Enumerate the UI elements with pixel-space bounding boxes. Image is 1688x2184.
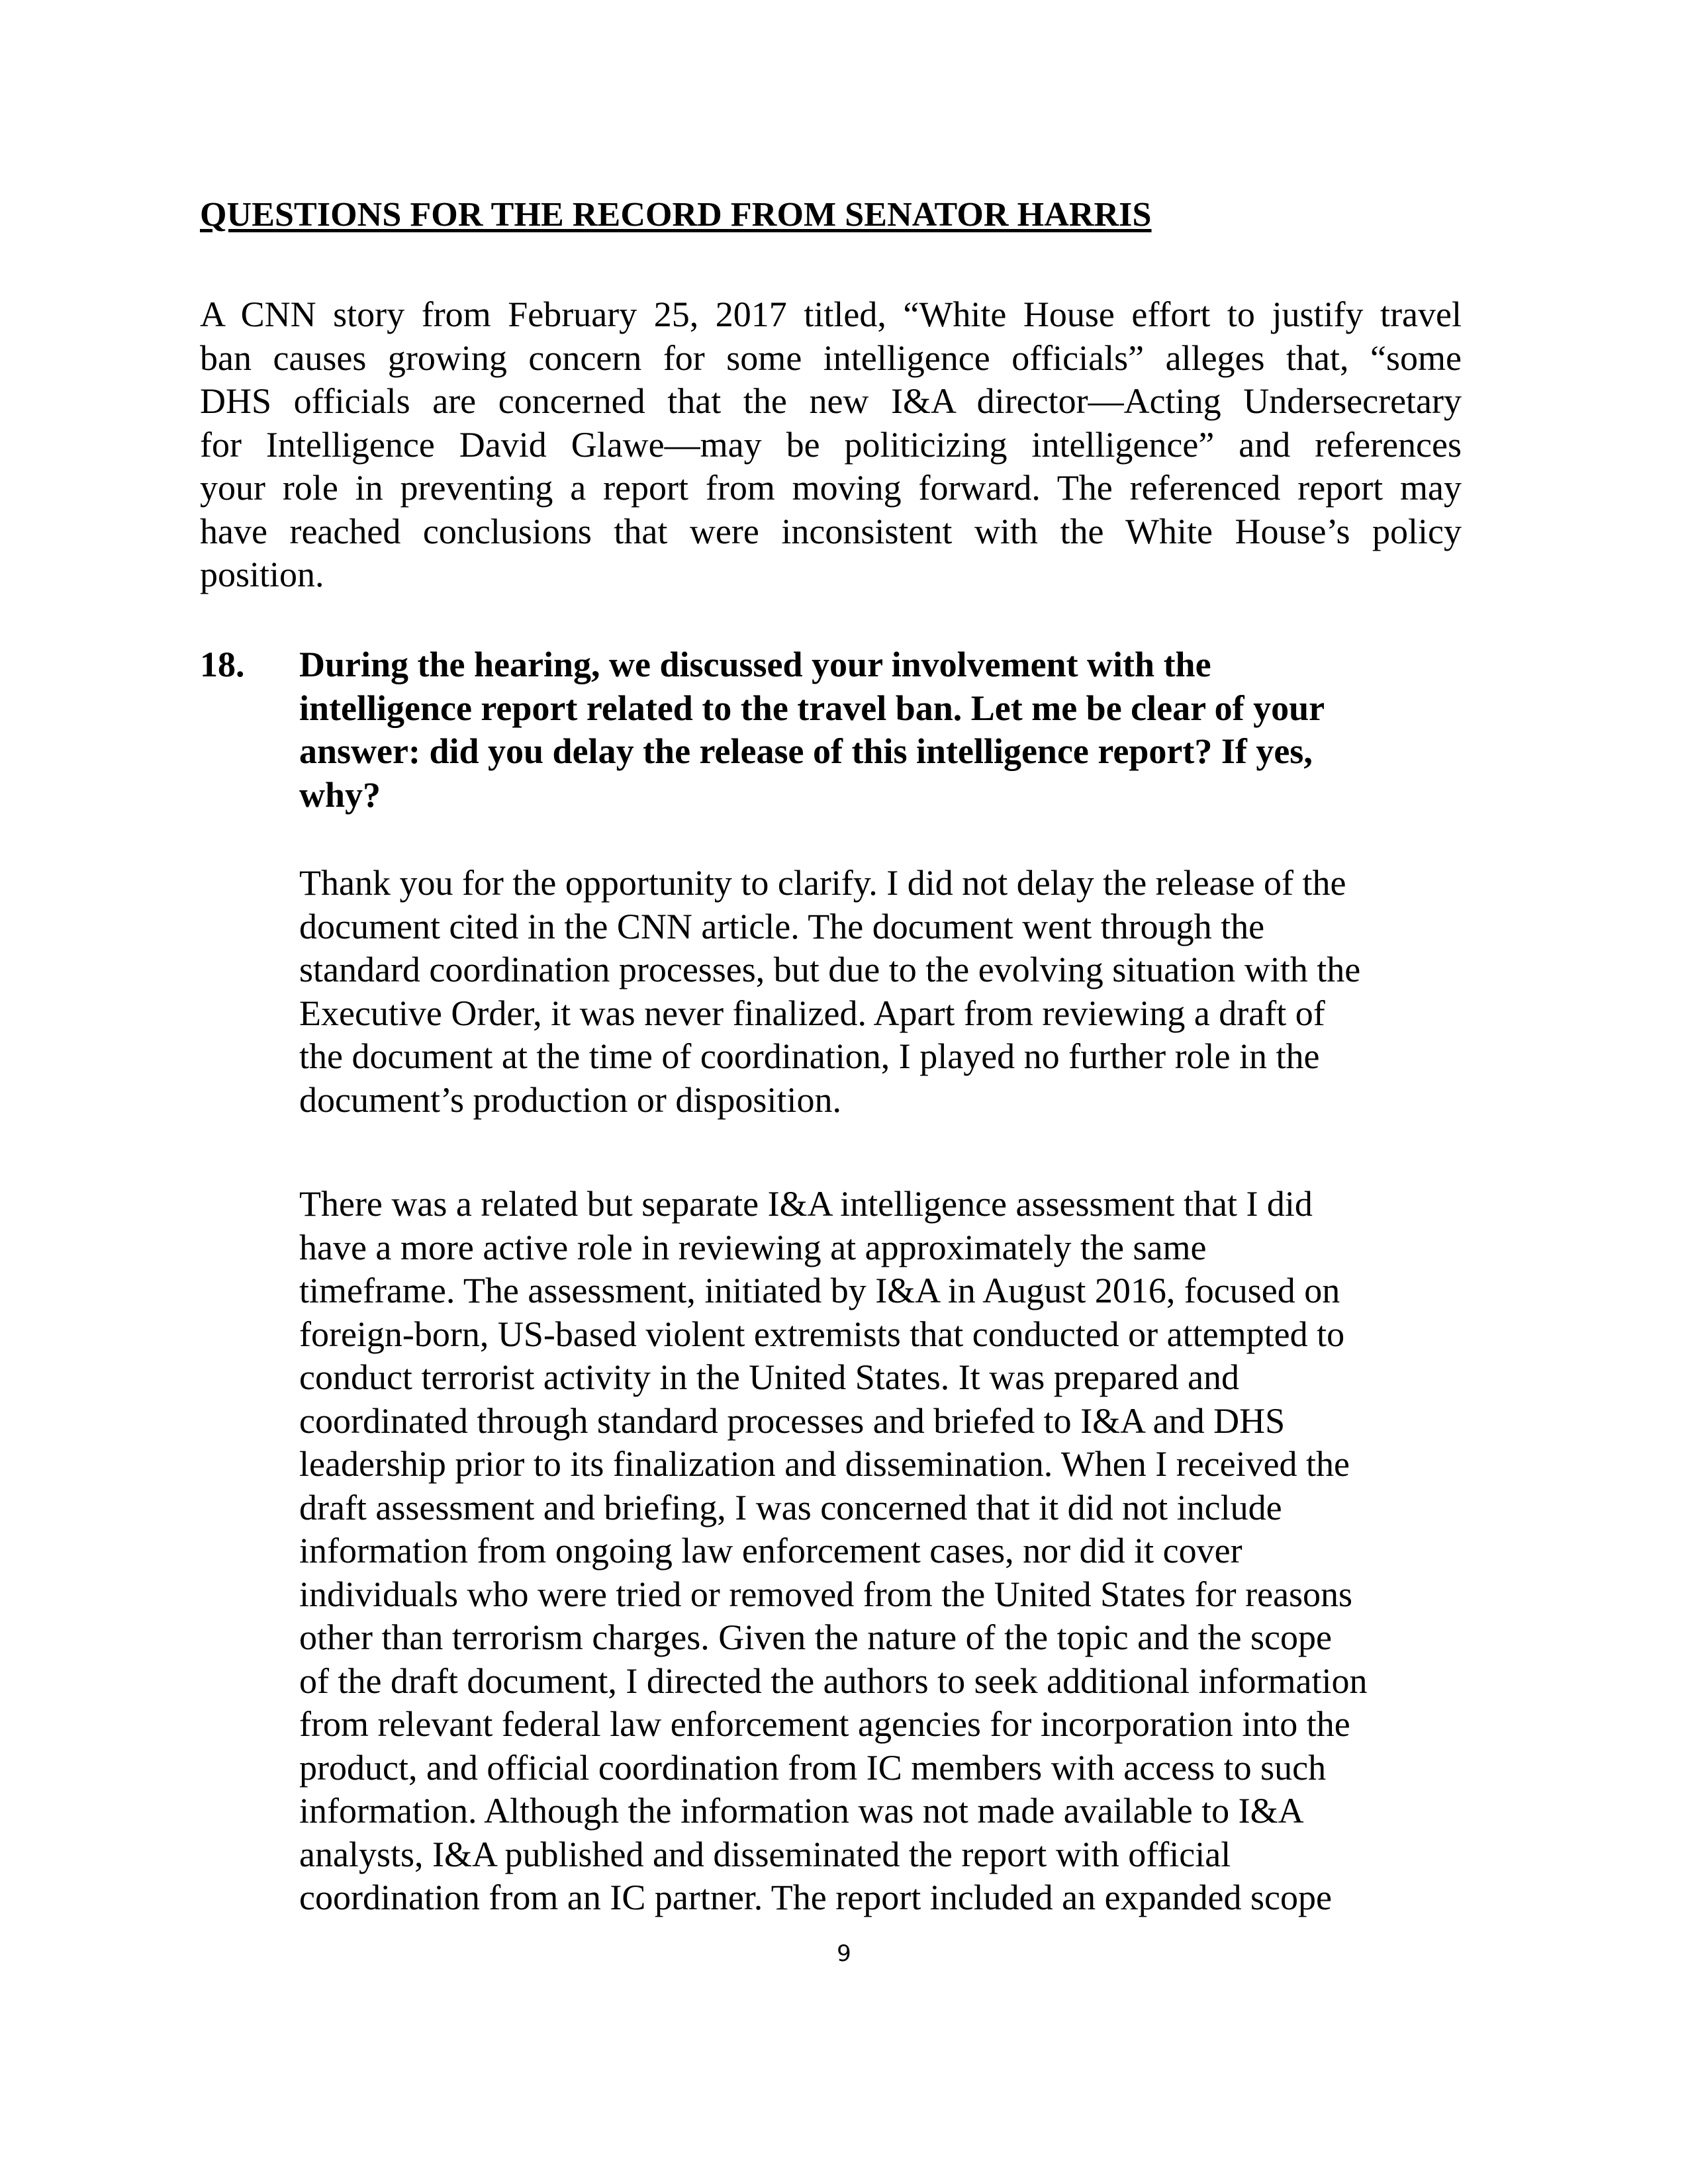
- intro-line: ban causes growing concern for some intelligence officials” alleges that, “some: [200, 338, 1462, 378]
- intro-line: have reached conclusions that were inconsistent with the White House’s policy: [200, 511, 1462, 551]
- intro-line: for Intelligence David Glawe—may be politicizing intelligence” and references: [200, 424, 1462, 465]
- question-line: During the hearing, we discussed your involvement with the: [299, 645, 1211, 684]
- answer-line: have a more active role in reviewing at approximately the same: [299, 1227, 1207, 1267]
- answer-line: information. Although the information was not made available to I&A: [299, 1791, 1304, 1831]
- answer-line: coordinated through standard processes and briefed to I&A and DHS: [299, 1400, 1286, 1441]
- answer-line: standard coordination processes, but due to the evolving situation with the: [299, 950, 1361, 989]
- answer-line: Thank you for the opportunity to clarify. I did not delay the release of the: [299, 863, 1346, 903]
- section-heading: QUESTIONS FOR THE RECORD FROM SENATOR HARRIS: [200, 196, 1152, 234]
- intro-line: DHS officials are concerned that the new I&A director—Acting Undersecretary: [200, 381, 1462, 421]
- intro-paragraph: [200, 293, 1462, 597]
- answer-line: other than terrorism charges. Given the nature of the topic and the scope: [299, 1617, 1332, 1657]
- question-number: 18.: [200, 645, 245, 684]
- answer-line: analysts, I&A published and disseminated the report with official: [299, 1834, 1231, 1874]
- intro-line: A CNN story from February 25, 2017 titled, “White House effort to justify travel: [200, 295, 1462, 334]
- answer-line: timeframe. The assessment, initiated by I&A in August 2016, focused on: [299, 1271, 1340, 1310]
- intro-line: your role in preventing a report from moving forward. The referenced report may: [200, 468, 1462, 508]
- question-text: [299, 643, 1471, 817]
- answer-line: the document at the time of coordination, I played no further role in the: [299, 1036, 1320, 1076]
- answer-paragraph-1: [299, 862, 1477, 1122]
- answer-line: draft assessment and briefing, I was concerned that it did not include: [299, 1487, 1282, 1527]
- answer-line: Executive Order, it was never finalized. Apart from reviewing a draft of: [299, 993, 1325, 1033]
- answer-line: leadership prior to its finalization and dissemination. When I received the: [299, 1444, 1350, 1484]
- question-line: answer: did you delay the release of this intelligence report? If yes,: [299, 731, 1313, 771]
- answer-line: individuals who were tried or removed from the United States for reasons: [299, 1574, 1353, 1614]
- answer-line: There was a related but separate I&A intelligence assessment that I did: [299, 1184, 1313, 1224]
- answer-line: information from ongoing law enforcement cases, nor did it cover: [299, 1531, 1243, 1570]
- answer-line: coordination from an IC partner. The report included an expanded scope: [299, 1878, 1332, 1917]
- answer-line: from relevant federal law enforcement agencies for incorporation into the: [299, 1704, 1350, 1744]
- answer-line: conduct terrorist activity in the United States. It was prepared and: [299, 1357, 1240, 1397]
- intro-line: position.: [200, 555, 324, 594]
- page-number: 9: [837, 1940, 851, 1967]
- answer-line: document’s production or disposition.: [299, 1079, 841, 1120]
- answer-line: document cited in the CNN article. The document went through the: [299, 906, 1265, 946]
- answer-paragraph-2: [299, 1183, 1477, 1920]
- question-line: intelligence report related to the travel ban. Let me be clear of your: [299, 688, 1325, 728]
- question-line: why?: [299, 774, 381, 815]
- answer-line: product, and official coordination from IC members with access to such: [299, 1747, 1327, 1788]
- answer-line: foreign-born, US-based violent extremists that conducted or attempted to: [299, 1314, 1345, 1354]
- answer-line: of the draft document, I directed the authors to seek additional information: [299, 1661, 1368, 1701]
